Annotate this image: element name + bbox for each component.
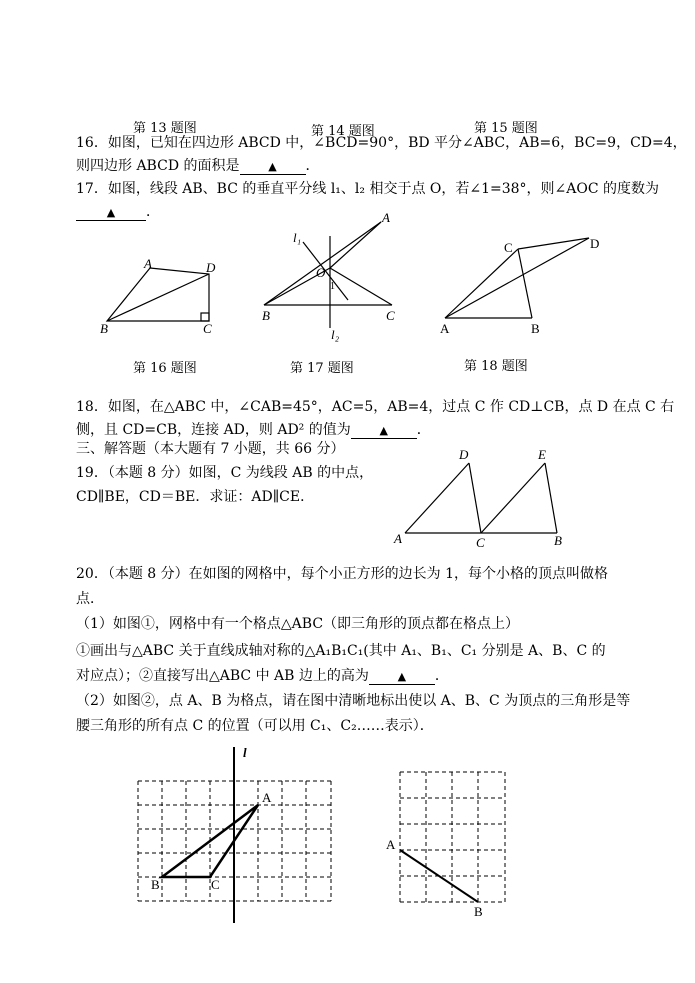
grid1-label-a: A: [262, 790, 272, 805]
grid1-label-l: l: [243, 745, 247, 760]
fig17-label-l1: l₁: [293, 230, 302, 245]
section-3-heading: 三、解答题（本大题有 7 小题，共 66 分）: [76, 441, 345, 457]
fig16-label-c: C: [203, 321, 212, 336]
grid1-label-b: B: [151, 877, 160, 892]
fig16-label-b: B: [100, 321, 108, 336]
answer-triangle: ▲: [268, 160, 277, 173]
caption-fig14: 第 14 题图: [311, 124, 375, 139]
fig17-label-b: B: [262, 308, 270, 323]
caption-fig18: 第 18 题图: [464, 359, 528, 374]
fig18-label-c: C: [504, 240, 513, 255]
caption-fig17: 第 17 题图: [290, 361, 354, 376]
caption-fig16: 第 16 题图: [133, 361, 197, 376]
q16-line2-text: 则四边形 ABCD 的面积是: [76, 158, 240, 174]
fig17-label-c: C: [386, 308, 395, 323]
fig17-label-o: O: [316, 265, 326, 280]
fig18-label-d: D: [590, 236, 600, 251]
grid2-lines: [400, 772, 505, 902]
period: ．: [434, 668, 449, 684]
answer-triangle: ▲: [106, 206, 116, 219]
q19-line1: 19．（本题 8 分）如图，C 为线段 AB 的中点，: [76, 465, 374, 481]
q18-line1: 18．如图，在△ABC 中，∠CAB=45°，AC=5，AB=4，过点 C 作 CD⊥CB，点 D 在点 C 右: [76, 399, 675, 415]
period: ．: [416, 422, 431, 438]
q17-line1: 17．如图，线段 AB、BC 的垂直平分线 l₁、l₂ 相交于点 O，若∠1=38°，则∠AOC 的度数为: [76, 181, 660, 197]
fig18-label-a: A: [440, 321, 450, 336]
fig16-label-d: D: [206, 260, 216, 275]
q20-line3: （1）如图①，网格中有一个格点△ABC（即三角形的顶点都在格点上）: [76, 616, 520, 632]
fig17-label-a: A: [382, 210, 390, 225]
fig17-label-1: 1: [330, 281, 335, 292]
grid2-label-a: A: [386, 837, 396, 852]
fig19-label-c: C: [476, 535, 485, 550]
grid1-label-c: C: [211, 877, 220, 892]
fig19-label-d: D: [459, 447, 469, 462]
answer-triangle: ▲: [397, 670, 407, 683]
caption-fig13: 第 13 题图: [133, 121, 197, 136]
q20-line7: 腰三角形的所有点 C 的位置（可以用 C₁、C₂……表示）．: [76, 718, 434, 734]
fig18-label-b: B: [531, 321, 540, 336]
fig16-label-a: A: [144, 256, 152, 271]
fig17-label-l2: l₂: [331, 327, 340, 342]
q20-line4: ①画出与△ABC 关于直线成轴对称的△A₁B₁C₁(其中 A₁、B₁、C₁ 分别是 A、B、C 的: [76, 643, 606, 659]
answer-triangle: ▲: [379, 424, 388, 437]
q20-line1: 20．（本题 8 分）在如图的网格中，每个小正方形的边长为 1，每个小格的顶点叫做格: [76, 566, 608, 582]
period: ．: [146, 204, 160, 220]
q20-line2: 点．: [76, 591, 104, 607]
fig19-label-a: A: [394, 531, 402, 546]
caption-fig15: 第 15 题图: [474, 121, 538, 136]
period: ．: [305, 158, 320, 174]
q18-line2-text: 侧，且 CD=CB，连接 AD，则 AD² 的值为: [76, 422, 351, 438]
q16-line1: 16．如图，已知在四边形 ABCD 中，∠BCD=90°，BD 平分∠ABC，AB=6，BC=9，CD=4，: [76, 135, 687, 151]
q20-line5-text: 对应点）；②直接写出△ABC 中 AB 边上的高为: [76, 668, 369, 684]
fig19-label-e: E: [538, 447, 546, 462]
q20-line6: （2）如图②，点 A、B 为格点，请在图中清晰地标出使以 A、B、C 为顶点的三角形是等: [76, 693, 631, 709]
q19-line2: CD∥BE，CD＝BE．求证：AD∥CE．: [76, 489, 315, 505]
fig19-label-b: B: [554, 533, 562, 548]
grid2-label-b: B: [474, 904, 483, 919]
